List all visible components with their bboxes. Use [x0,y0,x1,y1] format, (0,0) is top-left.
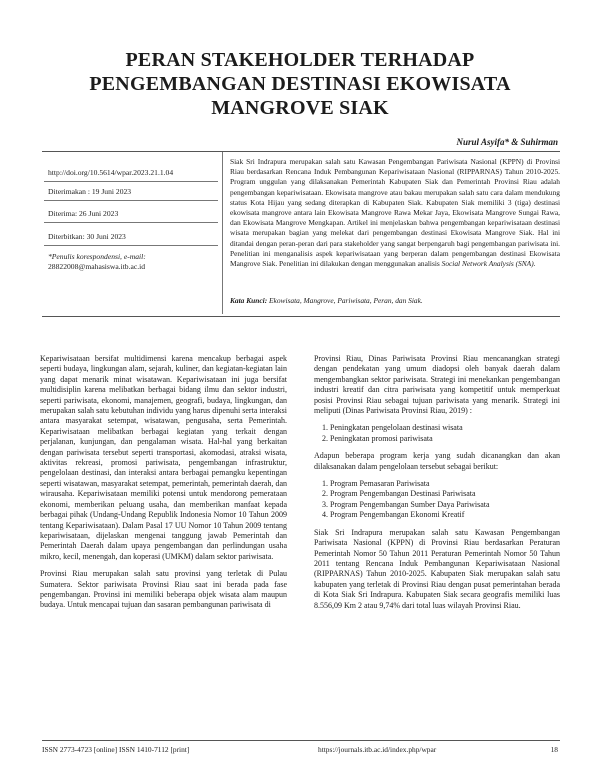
list-item: 1. Peningkatan pengelolaan destinasi wisata [330,423,560,433]
correspondence-label: *Penulis korespondensi, e-mail: [48,252,146,261]
list-item: 3. Program Pengembangan Sumber Daya Pariwisata [330,500,560,510]
abstract-method: Social Network Analysis (SNA). [441,259,536,269]
footer-url[interactable]: https://journals.itb.ac.id/index.php/wpar [318,745,437,754]
body-left-column [40,354,287,618]
list-item: 2. Peningkatan promosi pariwisata [330,434,560,444]
title-line-1: PERAN STAKEHOLDER TERHADAP [125,49,475,71]
body-right-column [314,354,560,618]
accepted-date: Diterima: 26 Juni 2023 [48,209,119,218]
received-date: Diterimakan : 19 Juni 2023 [48,187,132,196]
meta-divider [44,200,218,201]
footer-issn: ISSN 2773-4723 [online] ISSN 1410-7112 [print] [42,745,190,754]
paper-title [40,48,560,120]
page-number: 18 [550,745,558,754]
header-rule [42,151,560,152]
program-list [314,479,560,521]
list-item: 2. Program Pengembangan Destinasi Pariwisata [330,489,560,499]
body-paragraph: Kepariwisataan bersifat multidimensi karena mencakup berbagai aspek seperti budaya, lingkungan alam, sejarah, kuliner, dan kegiatan-kegiatan lain yang dapat menarik minat wisatawan. Kepariwisataan ini juga bersifat multidisiplin karena melibatkan berbagai bidang ilmu dan sektor industri, seperti pariwisata, ekonomi, manajemen, geografi, budaya, lingkungan, dan merupakan salah satu kebutuhan individu yang harus dipenuhi serta interaksi antara masyarakat setempat, wisatawan, pengusaha, serta Pemerintah. Kepariwisataan melibatkan berbagai kegiatan yang terkait dengan perjalanan, kunjungan, dan pengalaman wisata. Hal-hal yang berkaitan dengan pariwisata tersebut seperti transportasi, akomodasi, atraksi wisata, aktivitas rekreasi, promosi pariwisata, pengembangan infrastruktur, pengelolaan destinasi, dan interaksi antara berbagai pemangku kepentingan seperti wisatawan, masyarakat setempat, pemerintah, pemerintah daerah, dan wirausaha. Kepariwisataan memiliki potensi untuk mendorong pemerataan ekonomi, memberikan peluang usaha, dan memberikan manfaat kepada berbagai pihak (Undang-Undang Republik Indonesia Nomor 10 Tahun 2009 tentang Kepariwisataan). Dalam Pasal 17 UU Nomor 10 Tahun 2009 tentang kepariwisataan, dijelaskan mengenai tanggung jawab Pemerintah dan Pemerintah Daerah dalam upaya pengembangan dan perlindungan usaha mikro, kecil, menengah, dan koperasi (UMKM) dalam sektor pariwisata. [40,354,287,561]
body-paragraph: Provinsi Riau merupakan salah satu provinsi yang terletak di Pulau Sumatera. Sektor pariwisata Provinsi Riau saat ini berada pada fase pengembangan. Provinsi ini memiliki beberapa objek wisata alam maupun budaya. Untuk mencapai tujuan dan sasaran pembangunan pariwisata di [40,569,287,610]
title-line-2: PENGEMBANGAN DESTINASI EKOWISATA [89,73,511,95]
meta-divider [44,245,218,246]
sidebar-divider [222,152,223,314]
body-paragraph: Siak Sri Indrapura merupakan salah satu Kawasan Pengembangan Pariwisata Nasional (KPPN) di Provinsi Riau berdasarkan Peraturan Pemerintah Nomor 50 Tahun 2011 Peraturan Pemerintah Nomor 50 Tahun 2011 tentang Rencana Induk Pembangunan Kepariwisataan Nasional (RIPPARNAS) Tahun 2010-2025. Kabupaten Siak merupakan salah satu kabupaten yang terletak di Provinsi Riau dengan pusat pemerintahan berada di Kota Siak Sri Indrapura. Kabupaten Siak secara geografis memiliki luas 8.556,09 Km 2 atau 9,74% dari total luas wilayah Provinsi Riau. [314,527,560,610]
meta-divider [44,181,218,182]
meta-divider [44,222,218,223]
body-paragraph: Provinsi Riau, Dinas Pariwisata Provinsi Riau mencanangkan strategi dengan pendekatan yang umum diadopsi oleh banyak daerah dalam mengembangkan sektor pariwisata. Strategi ini menekankan pengembangan industri kreatif dan citra pariwisata yang kompetitif untuk memperkuat posisi Provinsi Riau sebagai tujuan pariwisata yang menarik. Strategi ini meliputi (Dinas Pariwisata Provinsi Riau, 2019) : [314,354,560,416]
list-item: 1. Program Pemasaran Pariwisata [330,479,560,489]
keywords-label: Kata Kunci: [230,296,268,305]
footer-rule [42,740,560,741]
abstract-text: Siak Sri Indrapura merupakan salah satu Kawasan Pengembangan Pariwisata Nasional (KPPN) di Provinsi Riau berdasarkan Rencana Induk Pembangunan Kepariwisataan Nasional (RIPPARNAS) Tahun 2010-2025. Program unggulan yang dilaksanakan Pemerintah Kabupaten Siak dan Pemerintah Provinsi Riau adalah pengembangan kepariwisataan. Ekowisata mangrove atau bakau merupakan salah satu cara dalam mendukung status Kota Hijau yang sedang diterapkan di Kabupaten Siak. Kabupaten Siak memiliki 3 (tiga) destinasi ekowisata mangrove antara lain Ekowisata Mangrove Rawa Mekar Jaya, Ekowisata Mangrove Sungai Rawa, dan Ekowisata Mangrove Mengkapan. Artikel ini menjelaskan bahwa pengembangan kepariwisataan destinasi wisata merupakan bagian yang melekat dari pengembangan destinasi Ekowisata Mangrove Siak. Hal ini ditandai dengan peran-peran dari para stakeholder yang sangat berpengaruh bagi pengembangan pariwisata ini. Penelitian ini menganalisis aspek kepariwisataan yang berperan dalam pengembangan destinasi Ekowisata Mangrove Siak. Penelitian ini dilakukan dengan menggunakan analisis [230,157,560,269]
doi-link[interactable]: http://doi.org/10.5614/wpar.2023.21.1.04 [48,168,174,177]
title-line-3: MANGROVE SIAK [211,97,389,119]
authors: Nurul Asyifa* & Suhirman [456,137,558,147]
body-paragraph: Adapun beberapa program kerja yang sudah dicanangkan dan akan dilaksanakan dalam pengelolaan tersebut sebagai berikut: [314,451,560,471]
abstract-rule [42,316,560,317]
published-date: Diterbitkan: 30 Juni 2023 [48,232,126,241]
keywords [230,296,560,306]
keywords-list: Ekowisata, Mangrove, Pariwisata, Peran, dan Siak. [269,296,423,305]
correspondence-email[interactable]: 28822008@mahasiswa.itb.ac.id [48,262,146,271]
list-item: 4. Program Pengembangan Ekonomi Kreatif [330,510,560,520]
strategy-list [314,423,560,444]
abstract [230,157,560,269]
